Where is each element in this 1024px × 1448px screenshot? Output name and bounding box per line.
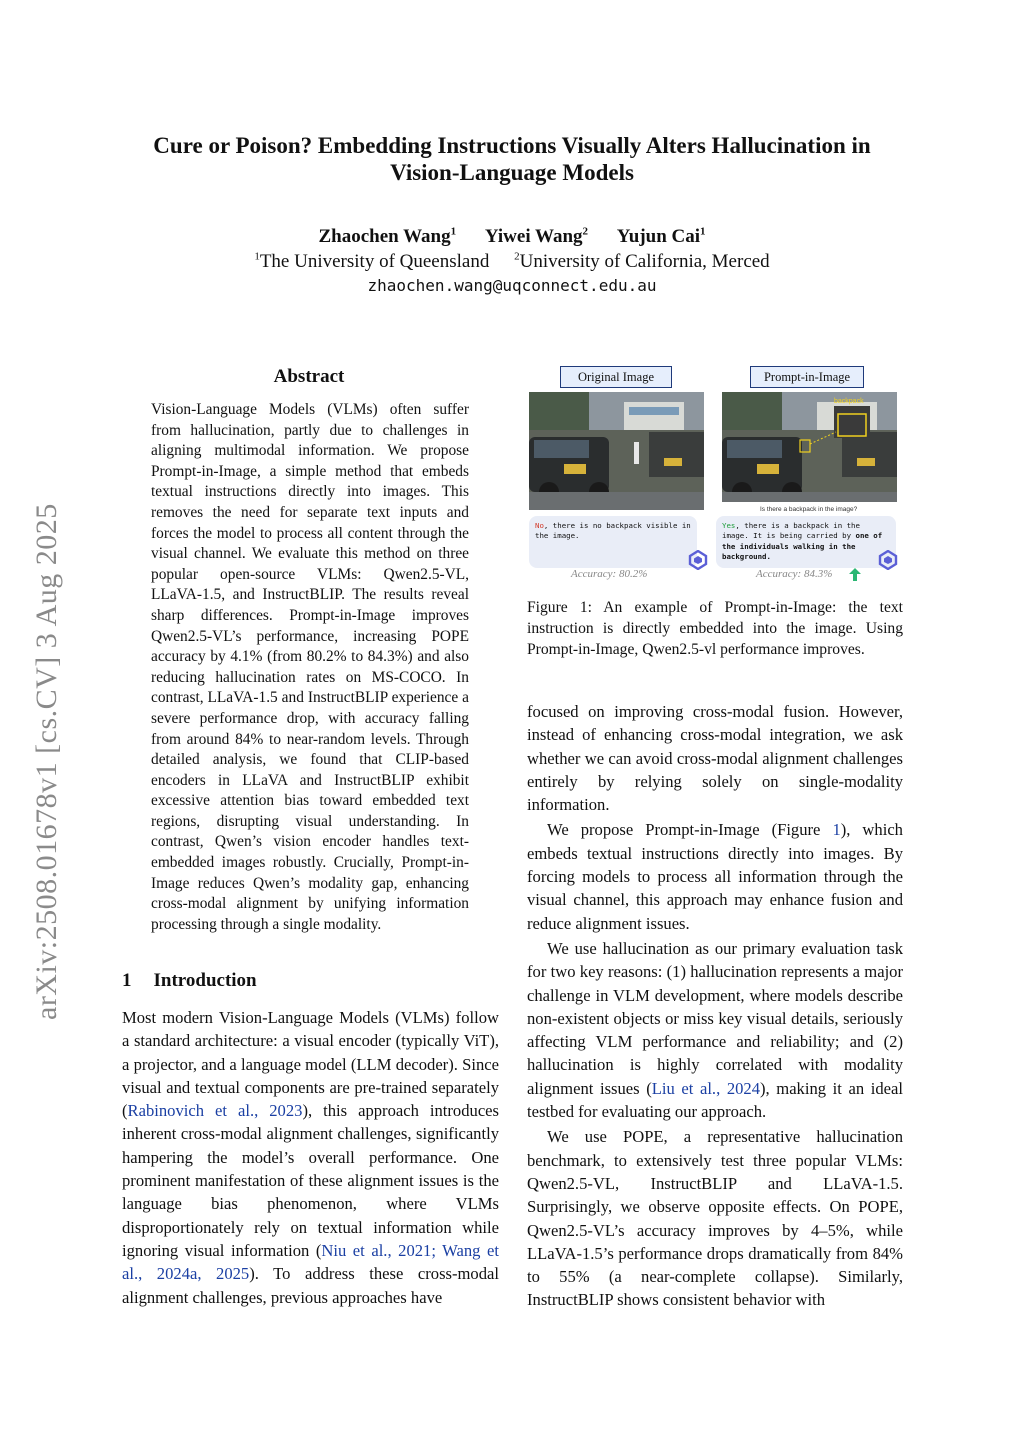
author: Yujun Cai$^1$: [616, 226, 706, 248]
answer-yes: Yes: [722, 521, 736, 530]
author: Yiwei Wang$^2$: [484, 226, 589, 248]
accuracy-prompt-in-image: Accuracy: 84.3%: [756, 568, 833, 580]
paragraph: We use POPE, a representative hallucination benchmark, to extensively test three popular VLMs: Qwen2.5-VL, InstructBLIP and LLaVA-1.5. Surprisingly, we observe opposite effects. On POPE, Qwen2.5-VL’s accuracy improves by 4–5%, while LLaVA-1.5’s performance drops dramatically from 84% to 55% (a near-complete collapse). Similarly, InstructBLIP shows consistent behavior with: [527, 1127, 903, 1310]
title-line-2: Vision-Language Models: [390, 160, 634, 185]
street-photo-original: [529, 392, 704, 510]
intro-right-column: [527, 700, 903, 1312]
accuracy-original: Accuracy: 80.2%: [571, 568, 648, 580]
affiliation: $^1$The University of Queensland: [254, 251, 490, 273]
author-email[interactable]: zhaochen.wang@uqconnect.edu.au: [367, 276, 657, 295]
paragraph: focused on improving cross-modal fusion. However, instead of enhancing cross-modal integration, we ask whether we can avoid cross-modal alignment challenges entirely by relying solely on single-modality information.: [527, 702, 903, 815]
paragraph: We use hallucination as our primary evaluation task for two key reasons: (1) hallucination represents a major challenge in VLM development, where models describe non-existent objects or miss key visual details, seriously affecting VLM performance and reliability; and (2) hallucination is highly correlated with modality alignment issues (Liu et al., 2024), making it an ideal testbed for evaluating our approach.: [527, 938, 903, 1122]
author: Zhaochen Wang$^1$: [318, 226, 457, 248]
qwen-logo-icon: [688, 550, 708, 570]
abstract-body: Vision-Language Models (VLMs) often suffer from hallucination, partly due to challenges in aligning multimodal information. We propose Prompt-in-Image, a simple method that embeds textual instructions directly into images. This removes the need for separate text inputs and forces the model to process all content through the visual channel. We evaluate this method on three popular open-source VLMs: Qwen2.5-VL, LLaVA-1.5, and InstructBLIP. The results reveal sharp differences. Prompt-in-Image improves Qwen2.5-VL’s performance, increasing POPE accuracy by 4.1% (from 80.2% to 84.3%) and also reducing hallucination rates on MS-COCO. In contrast, LLaVA-1.5 and InstructBLIP experience a severe performance drop, with accuracy falling from around 84% to near-random levels. Through detailed analysis, we found that CLIP-based encoders in LLaVA and InstructBLIP exhibit excessive attention bias toward embedded text regions, disrupting visual understanding. In contrast, Qwen’s vision encoder handles text-embedded images robustly. Crucially, Prompt-in-Image reduces Qwen’s modality gap, enhancing cross-modal alignment by unifying information processing through a single modality.: [151, 401, 469, 933]
figure-ref-link[interactable]: 1: [832, 820, 841, 840]
author-list: [100, 226, 924, 248]
answer-no: No: [535, 521, 544, 530]
arxiv-identifier: arXiv:2508.01678v1 [cs.CV] 3 Aug 2025: [30, 503, 63, 1020]
section-heading: 1 Introduction: [122, 970, 257, 991]
abstract-heading: Abstract: [273, 366, 345, 387]
affiliations: [100, 251, 924, 273]
citation-link[interactable]: Niu et al., 2021; Wang et al., 2024a, 2025: [122, 1240, 499, 1284]
qwen-logo-icon: [878, 550, 898, 570]
figure-caption: Figure 1: An example of Prompt-in-Image: the text instruction is directly embedded into the image. Using Prompt-in-Image, Qwen2.5-vl performance improves.: [527, 599, 903, 658]
embedded-question-text: Is there a backpack in the image?: [760, 506, 858, 513]
intro-left-column: [122, 1006, 499, 1309]
paper-title: [100, 132, 924, 186]
paragraph: Most modern Vision-Language Models (VLMs) follow a standard architecture: a visual encoder (typically ViT), a projector, and a language model (LLM decoder). Since visual and textual components are pre-trained separately (Rabinovich et al., 2023), this approach introduces inherent cross-modal alignment challenges, significantly hampering the model’s overall performance. One prominent manifestation of these alignment issues is the language bias phenomenon, where VLMs disproportionately rely on textual information while ignoring visual information (Niu et al., 2021; Wang et al., 2024a, 2025). To address these cross-modal alignment challenges, previous approaches have: [122, 1008, 500, 1307]
citation-link[interactable]: Liu et al., 2024: [651, 1078, 761, 1098]
answer-bubble-original: No, there is no backpack visible in the image.: [529, 516, 697, 568]
answer-bubble-prompt-in-image: Yes, there is a backpack in the image. It is being carried by one of the individuals walking in the background.: [716, 516, 896, 568]
title-line-1: Cure or Poison? Embedding Instructions Visually Alters Hallucination in: [153, 133, 871, 158]
label-original-image: Original Image: [560, 366, 672, 388]
figure-1: [526, 364, 906, 584]
paragraph: We propose Prompt-in-Image (Figure 1), which embeds textual instructions directly into images. By forcing models to process all information through the visual channel, this approach may enhance fusion and reduce alignment issues.: [527, 820, 903, 933]
street-photo-prompt-in-image: [722, 392, 897, 510]
citation-link[interactable]: Rabinovich et al., 2023: [127, 1101, 303, 1121]
label-prompt-in-image: Prompt-in-Image: [750, 366, 864, 388]
bbox-label-text: backpack: [834, 398, 864, 405]
affiliation: $^2$University of California, Merced: [514, 251, 770, 273]
arrow-up-icon: [849, 568, 861, 581]
